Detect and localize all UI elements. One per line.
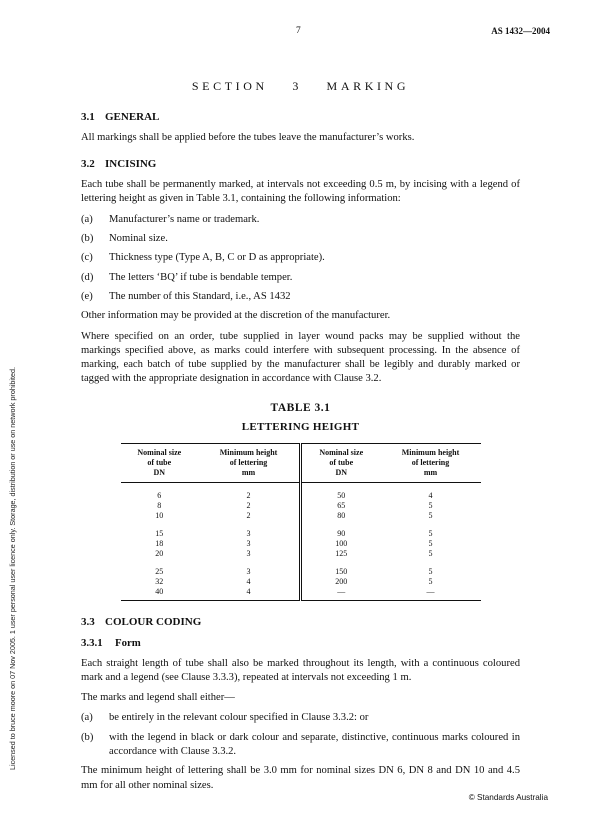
table-cell	[381, 521, 481, 559]
cell-value: 32	[155, 577, 164, 587]
cell-value: —	[337, 587, 346, 597]
table-cell	[381, 483, 481, 522]
list-item	[81, 731, 520, 760]
lettering-height-table	[121, 443, 481, 601]
cell-value: 3	[246, 549, 251, 559]
incising-intro: Each tube shall be permanently marked, at intervals not exceeding 0.5 m, by incising with a legend of lettering height as given in Table 3.1, containing the following information:	[81, 179, 520, 205]
cell-value: 18	[155, 539, 164, 549]
page-content	[81, 78, 520, 799]
cell-value: 200	[335, 577, 348, 587]
cell-value: 4	[246, 587, 251, 597]
cell-value: 50	[337, 491, 346, 501]
header-line: Nominal size	[137, 448, 182, 458]
clause-title: Form	[115, 636, 141, 649]
general-body: All markings shall be applied before the tubes leave the manufacturer’s works.	[81, 132, 415, 144]
layer-wound-paragraph: Where specified on an order, tube supplied in layer wound packs may be supplied without the markings specified above, as marks could interfere with subsequent processing. In the absence of marking, each batch of tube supplied by the manufacturer shall be legibly and durably marked or tagged with the appropriate designation in accordance with Clause 3.2.	[81, 330, 520, 385]
table-row	[121, 483, 481, 522]
form-body: Each straight length of tube shall also be marked throughout its length, with a continuous coloured mark and a legend (see Clause 3.3.3), repeated at intervals not exceeding 1 m.	[81, 657, 520, 683]
cell-value: 20	[155, 549, 164, 559]
clause-3-1-heading	[81, 110, 520, 125]
header-line: of tube	[329, 458, 354, 468]
table-cell	[121, 483, 199, 522]
clause-title: INCISING	[105, 158, 157, 171]
header-nominal-size	[300, 444, 380, 483]
list-text: The letters ‘BQ’ if tube is bendable temper.	[109, 271, 293, 283]
table-cell	[300, 559, 380, 601]
cell-value: 5	[428, 529, 433, 539]
header-min-height	[381, 444, 481, 483]
table-cell	[300, 483, 380, 522]
cell-value: 4	[428, 491, 433, 501]
cell-value: 5	[428, 501, 433, 511]
form-either: The marks and legend shall either—	[81, 692, 235, 704]
cell-value: 5	[428, 567, 433, 577]
clause-3-3-heading	[81, 615, 520, 630]
clause-title: COLOUR CODING	[105, 616, 202, 629]
list-label: (b)	[81, 233, 94, 245]
table-row	[121, 521, 481, 559]
table-title: TABLE 3.1	[270, 401, 331, 414]
table-cell	[381, 559, 481, 601]
cell-value: 5	[428, 577, 433, 587]
cell-value: 5	[428, 549, 433, 559]
header-min-height	[198, 444, 300, 483]
cell-value: 3	[246, 529, 251, 539]
list-text: with the legend in black or dark colour and separate, distinctive, continuous marks coloured in accordance with Clause 3.3.2.	[109, 731, 520, 757]
table-cell	[121, 559, 199, 601]
header-line: DN	[153, 468, 166, 478]
clause-number: 3.2	[81, 158, 95, 171]
header-line: Minimum height	[401, 448, 460, 458]
header-line: of lettering	[411, 458, 450, 468]
list-item	[81, 290, 520, 304]
cell-value: 8	[157, 501, 162, 511]
min-height-paragraph: The minimum height of lettering shall be 3.0 mm for nominal sizes DN 6, DN 8 and DN 10 and 4.5 mm for all other nominal sizes.	[81, 765, 520, 791]
cell-value: 5	[428, 539, 433, 549]
clause-number: 3.3.1	[81, 636, 103, 649]
form-list	[81, 711, 520, 759]
page-number: 7	[296, 26, 301, 36]
licence-notice: Licensed to bruce moore on 07 Nov 2005. 1 user personal user licence only. Storage, distribution or use on network prohibited.	[8, 366, 17, 770]
list-item	[81, 711, 520, 725]
list-text: Nominal size.	[109, 233, 168, 245]
cell-value: 2	[246, 501, 251, 511]
cell-value: 100	[335, 539, 348, 549]
header-line: mm	[241, 468, 256, 478]
list-text: Manufacturer’s name or trademark.	[109, 213, 260, 225]
incising-list	[81, 213, 520, 304]
list-text: The number of this Standard, i.e., AS 1432	[109, 290, 291, 302]
cell-value: 125	[335, 549, 348, 559]
header-line: Nominal size	[319, 448, 364, 458]
list-item	[81, 251, 520, 265]
clause-title: GENERAL	[105, 111, 160, 124]
list-item	[81, 271, 520, 285]
other-info-paragraph: Other information may be provided at the discretion of the manufacturer.	[81, 310, 391, 322]
table-cell	[121, 521, 199, 559]
list-label: (c)	[81, 252, 93, 264]
list-label: (a)	[81, 712, 93, 724]
table-cell	[300, 521, 380, 559]
list-label: (e)	[81, 290, 93, 302]
cell-value: 2	[246, 491, 251, 501]
table-cell	[198, 483, 300, 522]
cell-value: 40	[155, 587, 164, 597]
cell-value: 150	[335, 567, 348, 577]
cell-value: 3	[246, 539, 251, 549]
copyright-notice: © Standards Australia	[468, 793, 548, 802]
clause-number: 3.3	[81, 616, 95, 629]
list-text: Thickness type (Type A, B, C or D as appropriate).	[109, 252, 325, 264]
table-cell	[198, 559, 300, 601]
header-nominal-size	[121, 444, 199, 483]
header-line: of lettering	[229, 458, 268, 468]
cell-value: 80	[337, 511, 346, 521]
cell-value: 4	[246, 577, 251, 587]
table-row	[121, 559, 481, 601]
header-line: Minimum height	[219, 448, 278, 458]
table-cell	[198, 521, 300, 559]
list-text: be entirely in the relevant colour specified in Clause 3.3.2: or	[109, 712, 369, 724]
list-label: (d)	[81, 271, 94, 283]
standard-code: AS 1432—2004	[491, 26, 550, 36]
cell-value: 3	[246, 567, 251, 577]
list-label: (b)	[81, 731, 94, 743]
cell-value: 65	[337, 501, 346, 511]
cell-value: 10	[155, 511, 164, 521]
cell-value: 2	[246, 511, 251, 521]
clause-3-2-heading	[81, 157, 520, 172]
list-label: (a)	[81, 213, 93, 225]
list-item	[81, 213, 520, 227]
table-caption: LETTERING HEIGHT	[241, 421, 360, 434]
cell-value: 6	[157, 491, 162, 501]
header-line: of tube	[147, 458, 172, 468]
header-line: DN	[335, 468, 348, 478]
cell-value: —	[426, 587, 435, 597]
clause-number: 3.1	[81, 111, 95, 124]
cell-value: 90	[337, 529, 346, 539]
header-line: mm	[423, 468, 438, 478]
table-header-row	[121, 444, 481, 483]
cell-value: 25	[155, 567, 164, 577]
list-item	[81, 232, 520, 246]
cell-value: 15	[155, 529, 164, 539]
section-heading: SECTION 3 MARKING	[191, 79, 410, 93]
cell-value: 5	[428, 511, 433, 521]
clause-3-3-1-heading	[81, 636, 520, 651]
